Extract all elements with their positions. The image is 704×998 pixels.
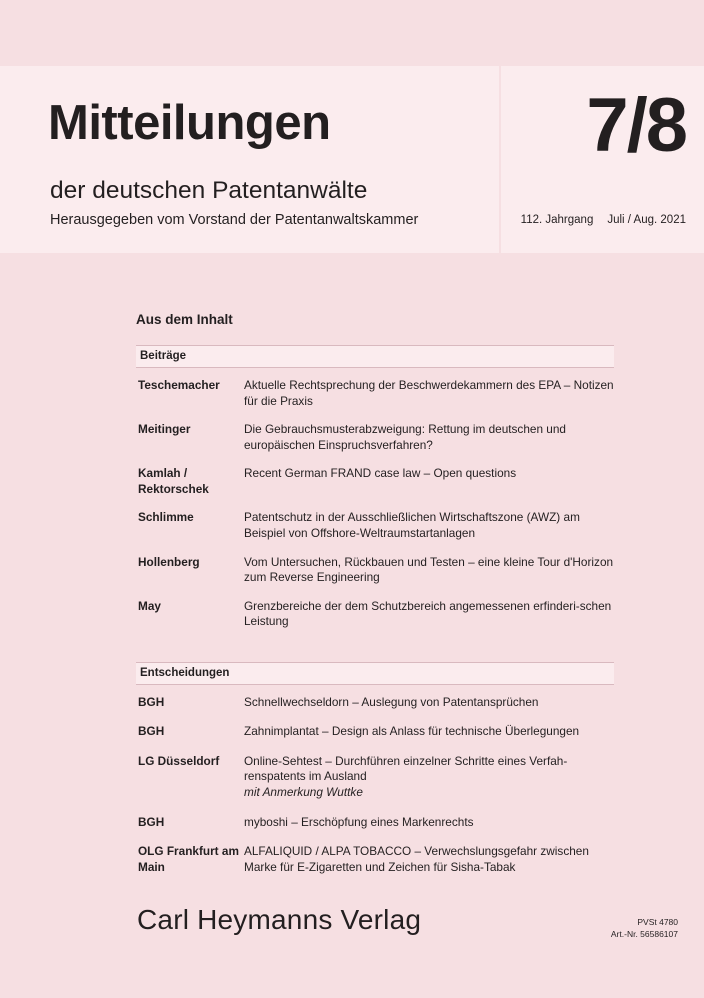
- masthead-left: [0, 66, 499, 253]
- entry-author: May: [138, 598, 161, 613]
- entry-author: Teschemacher: [138, 378, 220, 392]
- entry-author: Kamlah / Rektorschek: [138, 466, 209, 496]
- journal-publisher-line: Herausgegeben vom Vorstand der Patentanwaltskammer: [50, 212, 419, 228]
- entry-title: ALFALIQUID / ALPA TOBACCO – Verwechslungsgefahr zwischen Marke für E-Zigaretten und Zeichen für Sisha-Tabak: [244, 844, 589, 874]
- entry-author: BGH: [138, 694, 165, 709]
- masthead-right: [499, 66, 704, 253]
- list-item[interactable]: [136, 555, 614, 586]
- entry-author: LG Düsseldorf: [138, 753, 220, 768]
- issue-meta: [521, 214, 686, 226]
- article-number: Art.-Nr. 56586107: [610, 929, 678, 940]
- list-item[interactable]: [136, 466, 614, 497]
- journal-subtitle: der deutschen Patentanwälte: [50, 177, 368, 204]
- entry-title: Recent German FRAND case law – Open questions: [244, 466, 517, 481]
- masthead: [0, 66, 704, 253]
- list-item[interactable]: [136, 844, 614, 875]
- entry-title: Vom Untersuchen, Rückbauen und Testen – eine kleine Tour d'Horizon zum Reverse Engineering: [244, 554, 614, 585]
- entry-list-beitraege: [136, 378, 614, 630]
- entry-title: [244, 754, 614, 801]
- entry-title: Zahnimplantat – Design als Anlass für technische Überlegungen: [244, 724, 580, 739]
- entry-author: Meitinger: [138, 422, 191, 437]
- entry-title-text: Online-Sehtest – Durchführen einzelner Schritte eines Verfah-renspatents im Ausland: [244, 753, 568, 784]
- journal-title: Mitteilungen: [48, 96, 331, 150]
- list-item[interactable]: [136, 378, 614, 409]
- entry-list-entscheidungen: [136, 695, 614, 876]
- list-item[interactable]: [136, 422, 614, 453]
- issue-volume: 112. Jahrgang: [520, 214, 594, 226]
- list-item[interactable]: [136, 695, 614, 711]
- contents-heading: Aus dem Inhalt: [136, 312, 233, 327]
- issue-number: 7/8: [586, 83, 686, 168]
- section-label-entscheidungen: Entscheidungen: [136, 662, 614, 685]
- entry-title: Die Gebrauchsmusterabzweigung: Rettung im deutschen und europäischen Einspruchsverfahren?: [244, 422, 566, 452]
- table-of-contents: [136, 312, 614, 889]
- list-item[interactable]: [136, 599, 614, 630]
- list-item[interactable]: [136, 754, 614, 801]
- entry-title: Schnellwechseldorn – Auslegung von Patentansprüchen: [244, 694, 539, 709]
- issue-date: Juli / Aug. 2021: [607, 214, 686, 226]
- section-beitraege: [136, 345, 614, 630]
- entry-author: Schlimme: [138, 510, 194, 525]
- section-label-beitraege: Beiträge: [136, 345, 614, 368]
- pvst-code: PVSt 4780: [637, 917, 678, 927]
- entry-title: myboshi – Erschöpfung eines Markenrechts: [244, 814, 474, 829]
- entry-note: mit Anmerkung Wuttke: [244, 785, 363, 799]
- footer-codes: [611, 916, 678, 941]
- entry-author: BGH: [138, 724, 165, 739]
- list-item[interactable]: [136, 510, 614, 541]
- entry-author: Hollenberg: [138, 554, 200, 569]
- entry-title: Aktuelle Rechtsprechung der Beschwerdekammern des EPA – Notizen für die Praxis: [244, 378, 614, 408]
- entry-author: OLG Frankfurt am Main: [138, 844, 239, 874]
- entry-title: Grenzbereiche der dem Schutzbereich angemessenen erfinderi-schen Leistung: [244, 598, 612, 629]
- entry-author: BGH: [138, 814, 165, 829]
- entry-title: Patentschutz in der Ausschließlichen Wirtschaftszone (AWZ) am Beispiel von Offshore-Weltraumstartanlagen: [244, 510, 580, 540]
- list-item[interactable]: [136, 724, 614, 740]
- list-item[interactable]: [136, 815, 614, 831]
- section-entscheidungen: [136, 662, 614, 876]
- section-spacer: [136, 643, 614, 662]
- publisher-name: Carl Heymanns Verlag: [137, 904, 422, 935]
